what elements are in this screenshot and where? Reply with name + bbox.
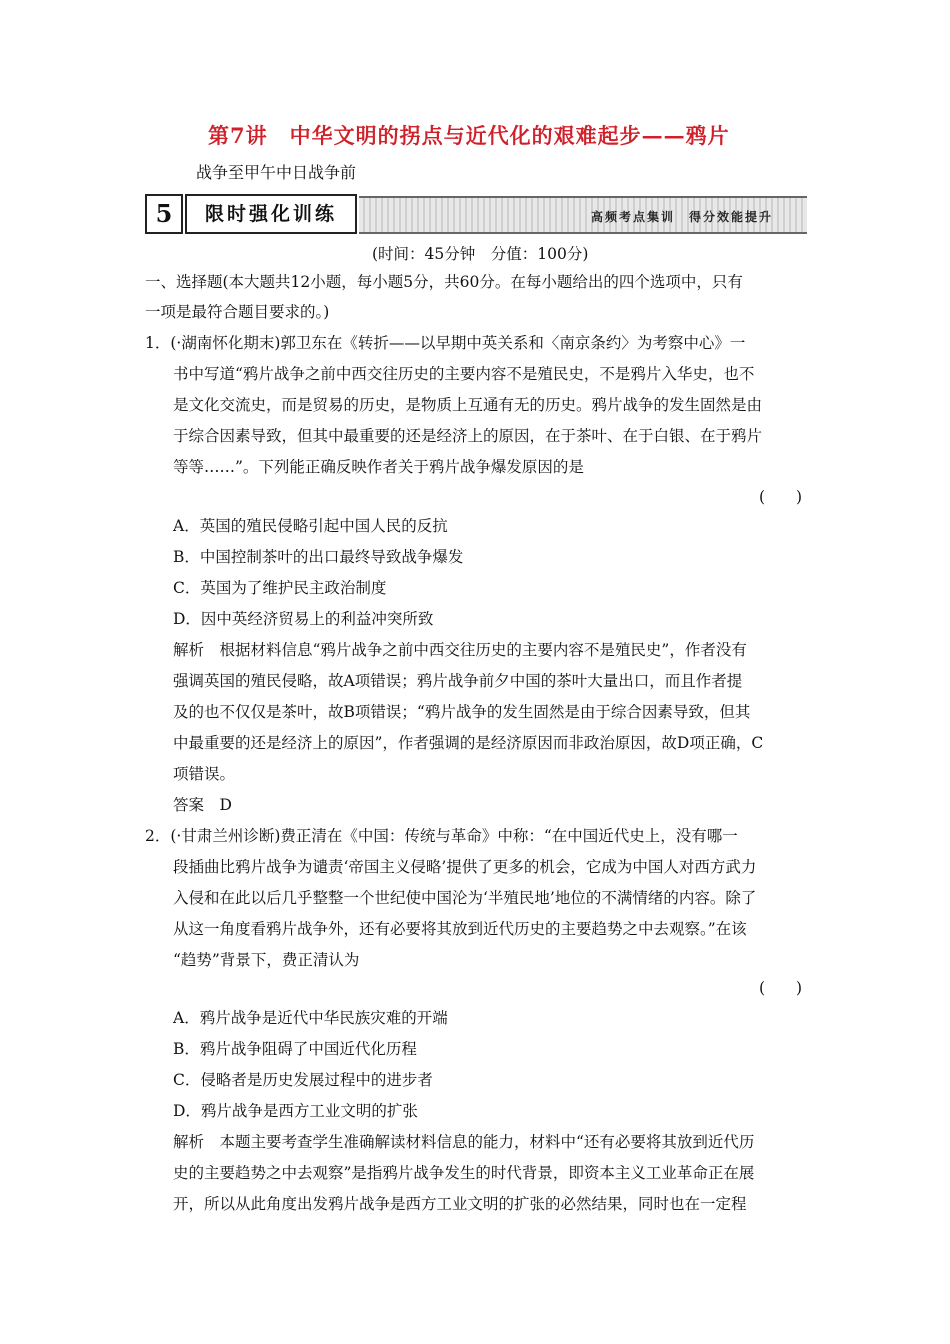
section-banner (145, 194, 807, 232)
option-b: B．鸦片战争阻碍了中国近代化历程 (173, 1040, 417, 1058)
banner-stripe (359, 196, 807, 234)
question-text: 是文化交流史，而是贸易的历史，是物质上互通有无的历史。鸦片战争的发生固然是由 (173, 396, 763, 414)
section-heading: 一项是最符合题目要求的。) (145, 303, 330, 321)
section-heading: 一、选择题(本大题共12小题，每小题5分，共60分。在每小题给出的四个选项中，只有 (145, 273, 743, 291)
page-subtitle: 战争至甲午中日战争前 (196, 163, 357, 182)
analysis-text: 强调英国的殖民侵略，故A项错误；鸦片战争前夕中国的茶叶大量出口，而且作者提 (173, 672, 743, 690)
question-text: 2．(·甘肃兰州诊断)费正清在《中国：传统与革命》中称：“在中国近代史上，没有哪一 (145, 827, 738, 845)
question-text: “趋势”背景下，费正清认为 (173, 951, 360, 969)
analysis-text: 中最重要的还是经济上的原因”，作者强调的是经济原因而非政治原因，故D项正确，C (173, 734, 764, 752)
question-text: 1．(·湖南怀化期末)郭卫东在《转折——以早期中英关系和〈南京条约〉为考察中心》一 (145, 334, 746, 352)
option-d: D．鸦片战争是西方工业文明的扩张 (173, 1102, 418, 1120)
analysis-text: 史的主要趋势之中去观察”是指鸦片战争发生的时代背景，即资本主义工业革命正在展 (173, 1164, 755, 1182)
option-b: B．中国控制茶叶的出口最终导致战争爆发 (173, 548, 464, 566)
answer-text: 答案 D (173, 796, 232, 814)
question-text: 书中写道“鸦片战争之前中西交往历史的主要内容不是殖民史，不是鸦片入华史，也不 (173, 365, 755, 383)
analysis-text: 开，所以从此角度出发鸦片战争是西方工业文明的扩张的必然结果，同时也在一定程 (173, 1195, 747, 1213)
answer-parentheses: ( ) (759, 488, 803, 506)
analysis-text: 解析 根据材料信息“鸦片战争之前中西交往历史的主要内容不是殖民史”，作者没有 (173, 641, 747, 659)
banner-label: 限时强化训练 (185, 194, 357, 234)
option-d: D．因中英经济贸易上的利益冲突所致 (173, 610, 434, 628)
option-c: C．英国为了维护民主政治制度 (173, 579, 387, 597)
analysis-text: 解析 本题主要考查学生准确解读材料信息的能力，材料中“还有必要将其放到近代历 (173, 1133, 755, 1151)
question-text: 等等……”。下列能正确反映作者关于鸦片战争爆发原因的是 (173, 458, 584, 476)
option-c: C．侵略者是历史发展过程中的进步者 (173, 1071, 433, 1089)
time-info: (时间：45分钟 分值：100分) (372, 245, 589, 263)
page-title: 第7讲 中华文明的拐点与近代化的艰难起步——鸦片 (208, 123, 730, 148)
question-text: 入侵和在此以后几乎整整一个世纪使中国沦为‘半殖民地’地位的不满情绪的内容。除了 (173, 889, 757, 907)
question-text: 段插曲比鸦片战争为谴责‘帝国主义侵略’提供了更多的机会，它成为中国人对西方武力 (173, 858, 757, 876)
option-a: A．鸦片战争是近代中华民族灾难的开端 (173, 1009, 448, 1027)
banner-number: 5 (145, 194, 183, 234)
analysis-text: 项错误。 (173, 765, 236, 783)
question-text: 从这一角度看鸦片战争外，还有必要将其放到近代历史的主要趋势之中去观察。”在该 (173, 920, 747, 938)
banner-slogan: 高频考点集训 得分效能提升 (590, 210, 773, 224)
answer-parentheses: ( ) (759, 979, 803, 997)
question-text: 于综合因素导致，但其中最重要的还是经济上的原因，在于茶叶、在于白银、在于鸦片 (173, 427, 763, 445)
analysis-text: 及的也不仅仅是茶叶，故B项错误；“鸦片战争的发生固然是由于综合因素导致，但其 (173, 703, 751, 721)
option-a: A．英国的殖民侵略引起中国人民的反抗 (173, 517, 448, 535)
